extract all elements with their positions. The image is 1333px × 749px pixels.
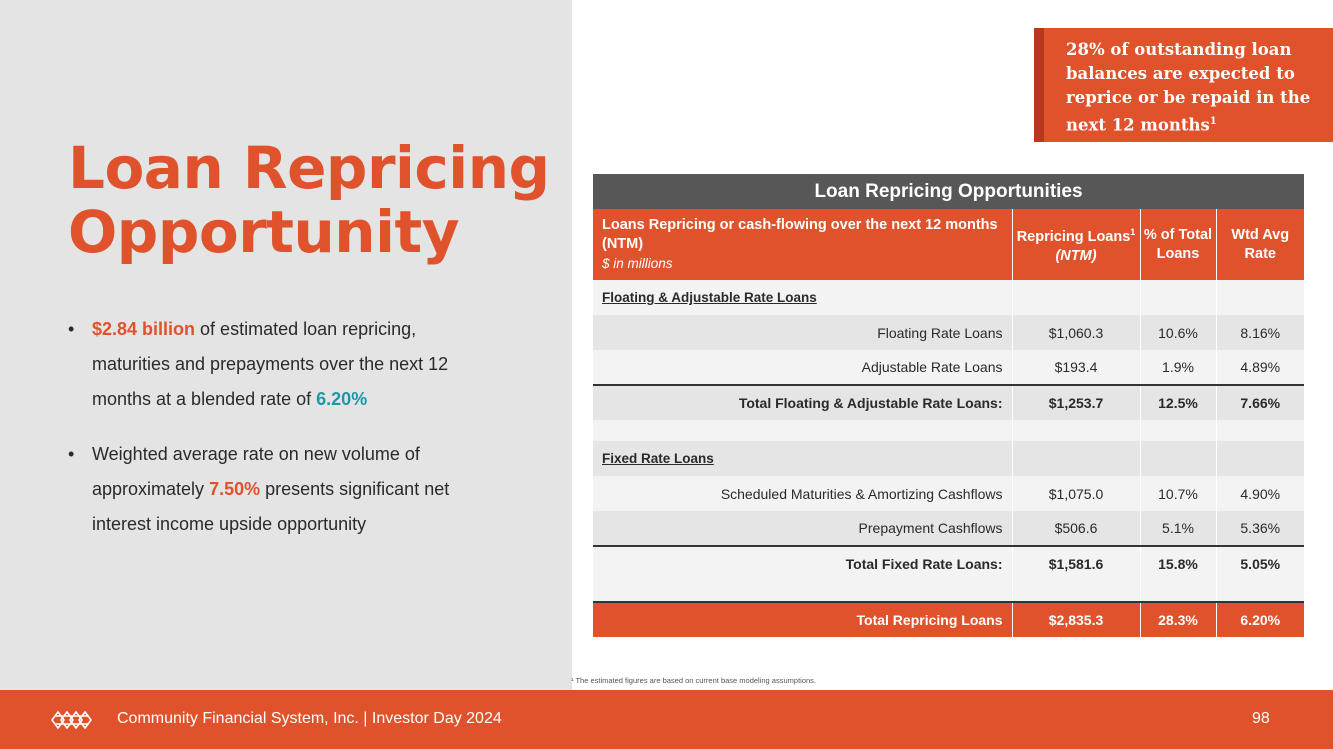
callout-footnote-marker: 1 [1209, 116, 1217, 127]
cell-pct: 5.1% [1140, 511, 1216, 546]
bullet-highlight-rate: 6.20% [316, 389, 368, 409]
cell-rate: 8.16% [1216, 315, 1304, 350]
cell-rate: 6.20% [1216, 602, 1304, 637]
table-row-subtotal [593, 385, 1304, 420]
cell-pct: 10.7% [1140, 476, 1216, 511]
header-footnote-marker: 1 [1130, 227, 1136, 238]
cell-pct: 1.9% [1140, 350, 1216, 385]
cell-rate [1216, 280, 1304, 315]
slide-title-line1: Loan Repricing [68, 134, 550, 202]
row-label: Total Floating & Adjustable Rate Loans: [593, 385, 1012, 420]
cell-amount [1012, 280, 1140, 315]
cell-amount: $193.4 [1012, 350, 1140, 385]
bullet-text: Weighted average rate on new volume of approximately [92, 444, 420, 499]
header-category [593, 209, 1012, 280]
cell-amount: $1,581.6 [1012, 546, 1140, 581]
cell-rate: 4.90% [1216, 476, 1304, 511]
table-row [593, 280, 1304, 315]
page-number: 98 [1252, 710, 1270, 727]
cell-rate: 7.66% [1216, 385, 1304, 420]
loan-repricing-table [593, 174, 1304, 637]
table-spacer-row [593, 581, 1304, 602]
table-title-row [593, 174, 1304, 209]
table-row [593, 350, 1304, 385]
cell-rate: 4.89% [1216, 350, 1304, 385]
callout-pct: 28% [1066, 40, 1105, 59]
header-repricing-loans [1012, 209, 1140, 280]
section-heading: Floating & Adjustable Rate Loans [593, 280, 1012, 315]
cell-pct: 28.3% [1140, 602, 1216, 637]
callout-box [1034, 28, 1333, 142]
header-repricing-label: Repricing Loans [1016, 228, 1131, 245]
header-wtd-avg-rate: Wtd Avg Rate [1216, 209, 1304, 280]
footer-company: Community Financial System, Inc. | Investor Day 2024 [117, 710, 502, 727]
header-repricing-ntm: (NTM) [1055, 247, 1097, 264]
cell-pct [1140, 441, 1216, 476]
row-label: Scheduled Maturities & Amortizing Cashflows [593, 476, 1012, 511]
slide-title-line2: Opportunity [68, 198, 460, 266]
header-category-units: $ in millions [602, 255, 673, 271]
cell-amount: $1,075.0 [1012, 476, 1140, 511]
cell-pct: 10.6% [1140, 315, 1216, 350]
callout-text: of outstanding loan balances are expected to reprice or be repaid in the next 12 months [1066, 40, 1311, 135]
bullet-text: presents significant net interest income upside opportunity [92, 479, 450, 534]
cell-rate: 5.36% [1216, 511, 1304, 546]
header-category-label: Loans Repricing or cash-flowing over the next 12 months (NTM) [602, 216, 998, 252]
cell-pct [1140, 280, 1216, 315]
row-label: Prepayment Cashflows [593, 511, 1012, 546]
table-row-subtotal [593, 546, 1304, 581]
table-row [593, 441, 1304, 476]
cell-amount: $1,060.3 [1012, 315, 1140, 350]
bullet-highlight-amount: $2.84 billion [92, 319, 196, 339]
table-row [593, 315, 1304, 350]
footnote: ¹ The estimated figures are based on current base modeling assumptions. [571, 676, 816, 685]
row-label: Adjustable Rate Loans [593, 350, 1012, 385]
cell-amount: $1,253.7 [1012, 385, 1140, 420]
table-row [593, 511, 1304, 546]
cell-pct: 15.8% [1140, 546, 1216, 581]
table-row-grand-total [593, 602, 1304, 637]
table-spacer-row [593, 420, 1304, 441]
cell-rate: 5.05% [1216, 546, 1304, 581]
section-heading: Fixed Rate Loans [593, 441, 1012, 476]
bullet-highlight-rate: 7.50% [209, 479, 261, 499]
slide-title [68, 136, 558, 264]
knot-logo-icon [50, 708, 94, 732]
row-label: Total Fixed Rate Loans: [593, 546, 1012, 581]
bullet-item-new-volume [68, 437, 498, 542]
bullet-dot: • [68, 444, 75, 464]
bullet-dot: • [68, 319, 75, 339]
cell-amount [1012, 441, 1140, 476]
table-title: Loan Repricing Opportunities [593, 174, 1304, 209]
header-pct-total: % of Total Loans [1140, 209, 1216, 280]
cell-amount: $2,835.3 [1012, 602, 1140, 637]
cell-amount: $506.6 [1012, 511, 1140, 546]
footer-bar [0, 690, 1333, 749]
table-header-row [593, 209, 1304, 280]
cell-rate [1216, 441, 1304, 476]
table-row [593, 476, 1304, 511]
row-label: Total Repricing Loans [593, 602, 1012, 637]
bullet-text: of estimated loan repricing, maturities and prepayments over the next 12 months at a blended rate of [92, 319, 449, 409]
row-label: Floating Rate Loans [593, 315, 1012, 350]
bullet-list [68, 312, 498, 562]
bullet-item-repricing [68, 312, 498, 417]
cell-pct: 12.5% [1140, 385, 1216, 420]
